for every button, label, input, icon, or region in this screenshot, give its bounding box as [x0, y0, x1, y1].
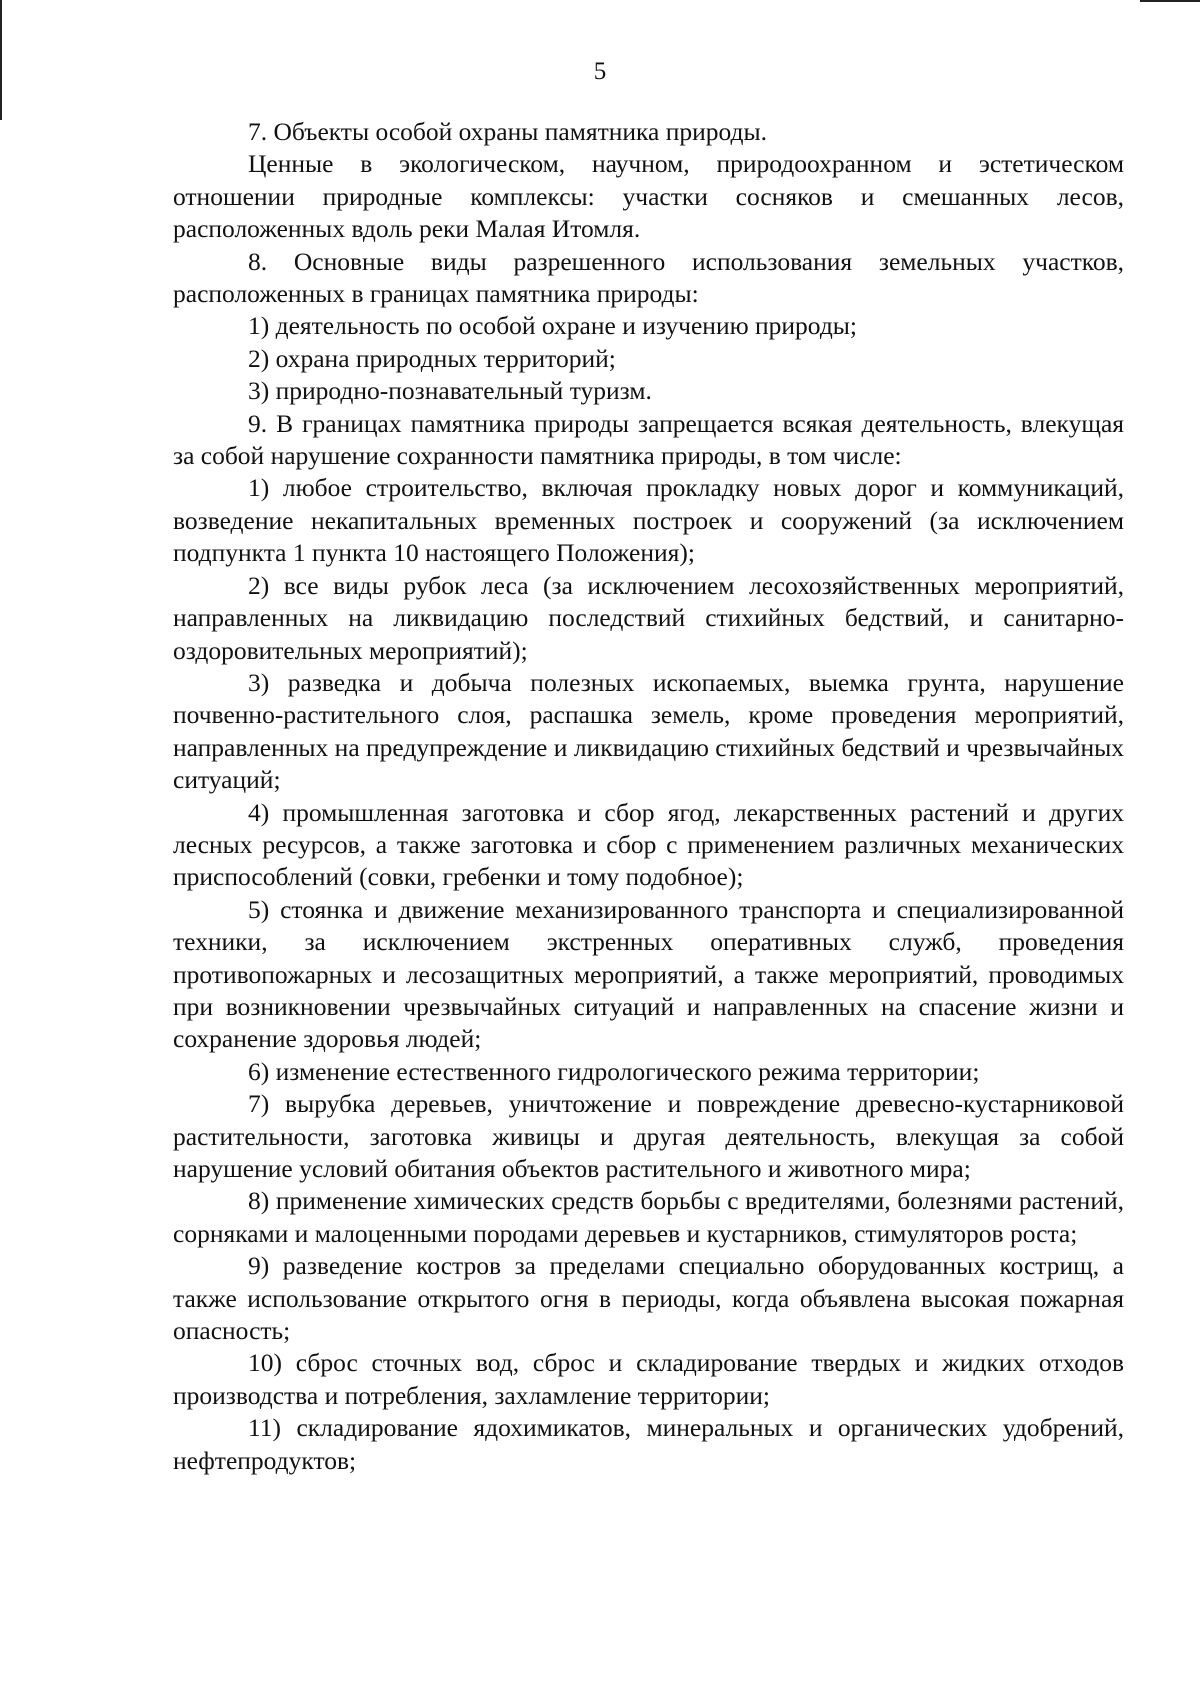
list-item: 1) любое строительство, включая прокладку новых дорог и коммуникаций, возведение некапитальных временных построек и сооружений (за исключением подпункта 1 пункта 10 настоящего Положения);	[173, 473, 1124, 568]
list-item: 6) изменение естественного гидрологического режима территории;	[248, 1056, 980, 1086]
list-item: 3) разведка и добыча полезных ископаемых, выемка грунта, нарушение почвенно-растительного слоя, распашка земель, кроме проведения мероприятий, направленных на предупреждение и ликвидацию стихийных бедствий и чрезвычайных ситуаций;	[173, 667, 1124, 795]
list-item: 4) промышленная заготовка и сбор ягод, лекарственных растений и других лесных ресурсов, а также заготовка и сбор с применением различных механических приспособлений (совки, гребенки и тому подобное);	[173, 797, 1124, 892]
list-item: 2) все виды рубок леса (за исключением лесохозяйственных мероприятий, направленных на ликвидацию последствий стихийных бедствий, и санитарно-оздоровительных мероприятий);	[173, 570, 1124, 665]
document-body	[173, 116, 1124, 1477]
paragraph: 7. Объекты особой охраны памятника природы.	[248, 117, 768, 146]
list-item: 7) вырубка деревьев, уничтожение и повреждение древесно-кустарниковой растительности, заготовка живицы и другая деятельность, влекущая за собой нарушение условий обитания объектов растительного и животного мира;	[173, 1089, 1124, 1183]
list-item: 3) природно-познавательный туризм.	[248, 376, 652, 406]
list-item: 1) деятельность по особой охране и изучению природы;	[248, 311, 858, 341]
list-item: 5) стоянка и движение механизированного транспорта и специализированной техники, за исключением экстренных оперативных служб, проведения противопожарных и лесозащитных мероприятий, а также мероприятий, проводимых при возникновении чрезвычайных ситуаций и направленных на спасение жизни и сохранение здоровья людей;	[173, 894, 1124, 1054]
page-number: 5	[593, 58, 607, 85]
list-item: 10) сброс сточных вод, сброс и складирование твердых и жидких отходов производства и потребления, захламление территории;	[173, 1348, 1124, 1410]
paragraph: Ценные в экологическом, научном, природоохранном и эстетическом отношении природные комплексы: участки сосняков и смешанных лесов, расположенных вдоль реки Малая Итомля.	[173, 149, 1124, 244]
list-item: 11) складирование ядохимикатов, минеральных и органических удобрений, нефтепродуктов;	[173, 1413, 1124, 1475]
list-item: 9) разведение костров за пределами специально оборудованных кострищ, а также использование открытого огня в периоды, когда объявлена высокая пожарная опасность;	[173, 1251, 1124, 1346]
list-item: 2) охрана природных территорий;	[248, 343, 616, 373]
paragraph: 9. В границах памятника природы запрещается всякая деятельность, влекущая за собой нарушение сохранности памятника природы, в том числе:	[173, 408, 1124, 471]
scan-edge-mark	[1140, 0, 1200, 2]
paragraph: 8. Основные виды разрешенного использования земельных участков, расположенных в границах памятника природы:	[173, 246, 1124, 309]
list-item: 8) применение химических средств борьбы с вредителями, болезнями растений, сорняками и малоценными породами деревьев и кустарников, стимуляторов роста;	[173, 1186, 1124, 1248]
